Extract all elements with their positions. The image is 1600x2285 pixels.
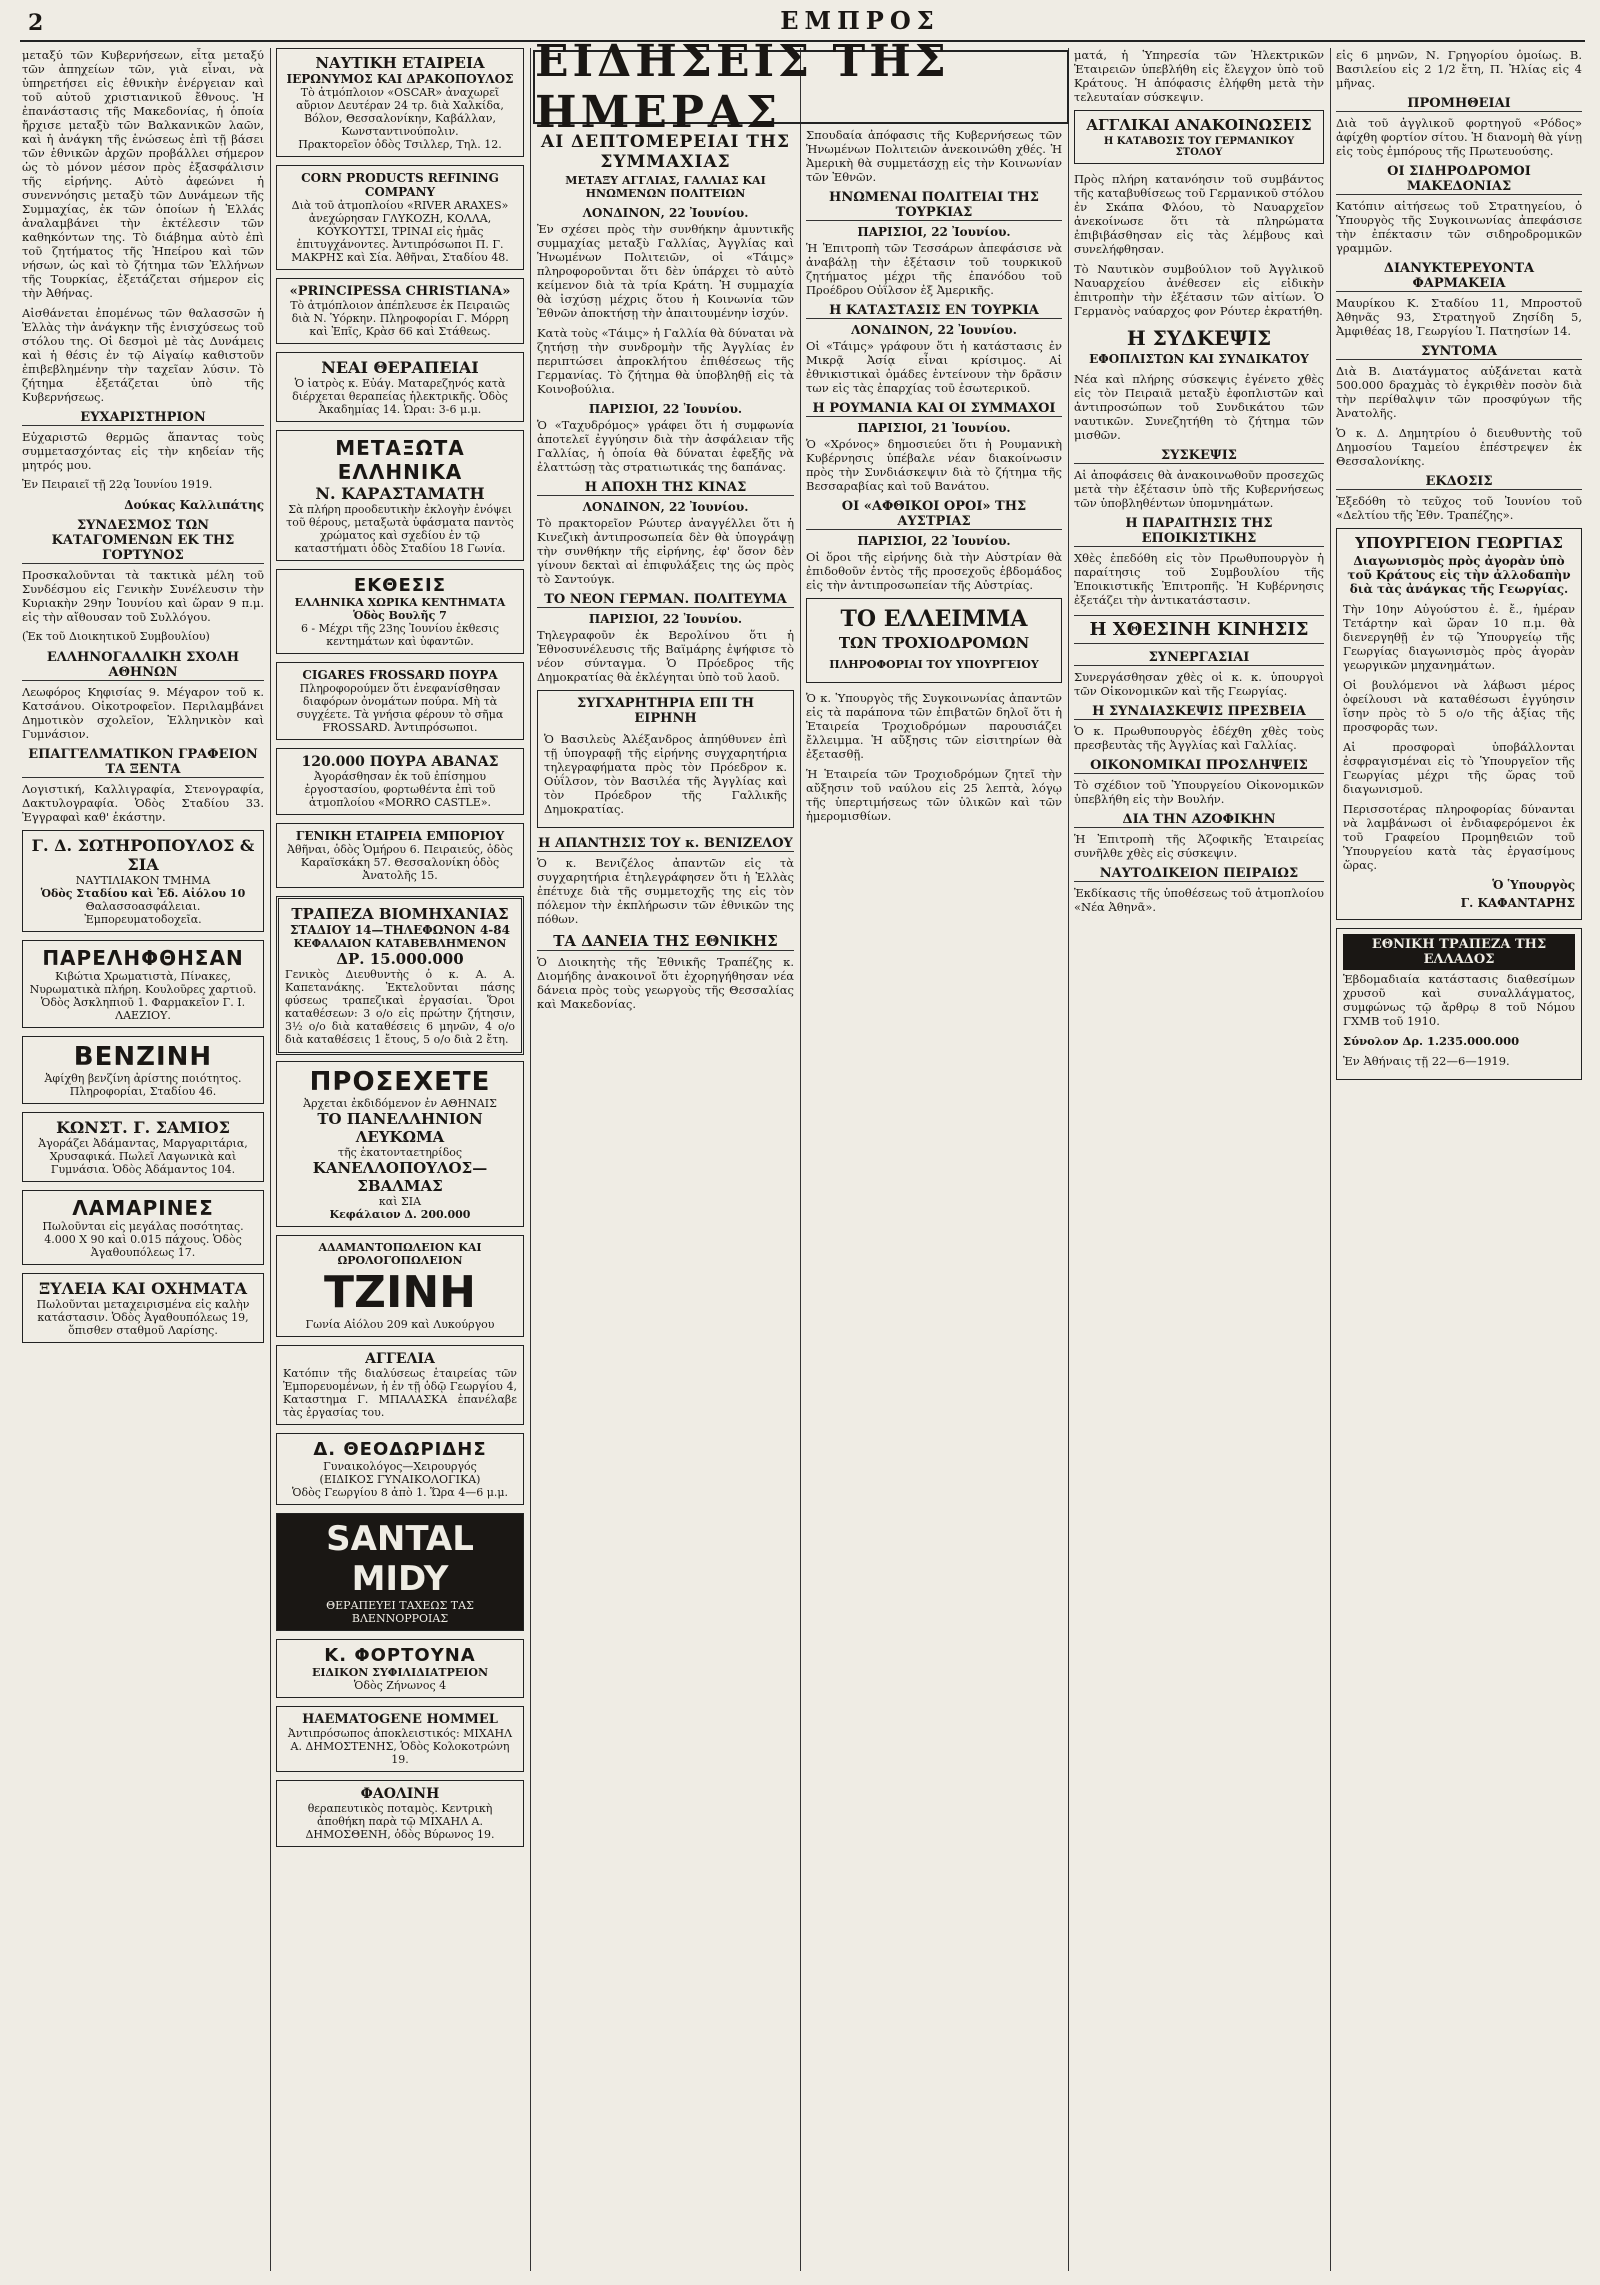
dateline: ΛΟΝΔΙΝΟΝ, 22 Ἰουνίου. [582,206,749,220]
section-heading: Η ΑΠΟΧΗ ΤΗΣ ΚΙΝΑΣ [537,480,794,496]
ad-title: ΒΕΝΖΙΝΗ [73,1042,213,1072]
article-text: Μαυρίκου Κ. Σταδίου 11, Μπροστοῦ Ἀθηνᾶς 93, Στρατηγοῦ Ζησίδη 5, Ἀμφιθέας 18, Γεωργίου Ἰ. Πατησίων 14. [1336,296,1582,338]
subheadline: ΜΕΤΑΞΥ ΑΓΓΛΙΑΣ, ΓΑΛΛΙΑΣ ΚΑΙ ΗΝΩΜΕΝΩΝ ΠΟΛΙΤΕΙΩΝ [565,174,766,200]
section-heading: ΤΑ ΔΑΝΕΙΑ ΤΗΣ ΕΘΝΙΚΗΣ [537,932,794,951]
ad-lamarines [22,1190,264,1265]
headline: ΑΙ ΔΕΠΤΟΜΕΡΕΙΑΙ ΤΗΣ ΣΥΜΜΑΧΙΑΣ [541,132,790,172]
article-text: Διὰ Β. Διατάγματος αὐξάνεται κατὰ 500.000 δραχμὰς τὸ ἐγκριθὲν ποσὸν διὰ τὴν περίθαλψιν τῶν προσφύγων τῆς Ἀνατολῆς. [1336,364,1582,420]
news-banner [533,36,1069,138]
ad-text: Διὰ τοῦ ἀτμοπλοίου «RIVER ARAXES» ἀνεχώρησαν ΓΛΥΚΟΖΗ, ΚΟΛΛΑ, ΚΟΥΚΟΥΤΣΙ, ΤΡΙΝΑΙ εἰς ἡμᾶς ἐπιτυγχάνοντες. Ἀντιπρόσωποι Π. Γ. ΜΑΚΡΗΣ καὶ Σία. Ἀθῆναι, Σταδίου 48. [291,199,509,264]
dateline: ΠΑΡΙΣΙΟΙ, 22 Ἰουνίου. [588,612,743,626]
article-text: Τὸ Ναυτικὸν συμβούλιον τοῦ Ἀγγλικοῦ Ναυαρχείου ἀνέθεσεν εἰς εἰδικὴν ἐπιτροπὴν τὴν ἐξέτασιν τῶν αἰτίων. Ὁ Γερμανὸς ναύαρχος φον Ρόυτερ ἐκρατήθη. [1074,262,1324,318]
article-text: Τὸ πρακτορεῖον Ρώυτερ ἀναγγέλλει ὅτι ἡ Κινεζικὴ ἀντιπροσωπεία δὲν θὰ ὑπογράψῃ τὴν συνθήκην τῆς εἰρήνης, ἐφ' ὅσον δὲν γίνουν δεκταὶ αἱ ἐπιφυλάξεις της ὡς πρὸς τὸ Σαντούγκ. [537,516,794,586]
ad-aggelia [276,1345,524,1425]
ad-title: ΚΩΝΣΤ. Γ. ΣΑΜΙΟΣ [56,1118,230,1137]
ad-pareleiphthesan [22,940,264,1028]
ad-text: Τὸ ἀτμόπλοιον ἀπέπλευσε ἐκ Πειραιῶς διὰ Ν. Ὑόρκην. Πληροφορίαι Γ. Μόρρη καὶ Ἐπῖς, Κρὰσ 66 καὶ Στάθεως. [290,299,510,338]
ad-corn [276,165,524,270]
ad-title: ΕΚΘΕΣΙΣ [353,575,447,596]
dateline: ΛΟΝΔΙΝΟΝ, 22 Ἰουνίου. [582,500,749,514]
ad-phaolini [276,1780,524,1847]
column-1 [22,48,264,2271]
page-number: 2 [28,10,44,36]
ad-theodoridis [276,1433,524,1505]
ad-address: Γωνία Αἰόλου 209 καὶ Λυκούργου [305,1318,495,1331]
article-text: μεταξύ τῶν Κυβερνήσεων, εἶτα μεταξύ τῶν ἀπηχείων τῶν, γιὰ εἶναι, νὰ ὑπηρετήσει εἰς ἐθνικὴν ἐνέργειαν καὶ τοῦ αὐτοῦ χριστιανικοῦ ἔθνους. Ἡ ἐπανάστασις τῆς Μακεδονίας, ἡ ὁποία ἤρχισε μεταξὺ τῶν Βαλκανικῶν λαῶν, καὶ ἡ ἀνάγκη τῆς ἑνώσεως ἐπὶ τῇ βάσει τῶν ἐθνικῶν ἀρχῶν προβάλλει σήμερον ὡς τὸ μόνον μέσον πρὸς ἐξασφάλισιν τῆς εἰρήνης. Αὐτὸ ἀφεώνει ἡ συνεννόησις μεταξὺ τῶν Δυνάμεων τῆς Συμμαχίας, ἐκ τῶν ὁποίων ἡ Ἑλλάς ἀναλαμβάνει τὴν ἐκτέλεσιν τῶν καθηκόντων της. Τὸ διάβημα αὐτὸ ἐπὶ τοῦ ζητήματος τῆς Ἠπείρου καὶ τῶν νήσων, ὡς καὶ τὸ ζήτημα τῶν Ἑλλήνων τῆς Τουρκίας, ἐξετάζεται σήμερον εἰς τὴν Ἀθήνας. [22,48,264,300]
list-item-text: Ὁ κ. Πρωθυπουργὸς ἐδέχθη χθὲς τοὺς πρεσβευτὰς τῆς Ἀγγλίας καὶ Γαλλίας. [1074,724,1324,752]
list-item-text: Συνεργάσθησαν χθὲς οἱ κ. κ. ὑπουργοὶ τῶν Οἰκονομικῶν καὶ τῆς Γεωργίας. [1074,670,1324,698]
ad-title: HAEMATOGENE HOMMEL [302,1712,498,1727]
ad-capital: Κεφάλαιον Δ. 200.000 [329,1208,471,1221]
ad-text: Ἀγοράσθησαν ἐκ τοῦ ἐπίσημου ἐργοστασίου, φορτωθέντα ἐπὶ τοῦ ἀτμοπλοίου «MORRO CASTLE». [304,770,496,809]
section-heading: Η ΑΠΑΝΤΗΣΙΣ ΤΟΥ κ. ΒΕΝΙΖΕΛΟΥ [538,836,793,851]
notice-signature-title: Ὁ Ὑπουργὸς [1492,878,1575,892]
ad-title: SANTAL MIDY [326,1519,474,1599]
column-5 [1074,48,1324,2271]
article-text: Οἱ «Τάιμς» γράφουν ὅτι ἡ κατάστασις ἐν Μικρᾷ Ἀσίᾳ εἶναι κρίσιμος. Αἱ ἐθνικιστικαὶ ὁμάδες ἐντείνουν τὴν δρᾶσιν των εἰς τὰς ἐπαρχίας τοῦ ἐσωτερικοῦ. [806,339,1062,395]
ad-sub: Γυναικολόγος—Χειρουργός [323,1460,477,1473]
aggliki-box [1074,110,1324,164]
ad-contact: Πρακτορεῖον ὁδὸς Τσιλλερ, Τηλ. 12. [298,138,502,151]
ad-text: Πωλοῦνται εἰς μεγάλας ποσότητας. 4.000 Χ 90 καὶ 0.015 πάχους. Ὁδὸς Ἀγαθουπόλεως 17. [42,1220,244,1259]
article-text: Σπουδαία ἀπόφασις τῆς Κυβερνήσεως τῶν Ἡνωμένων Πολιτειῶν ἀνεκοινώθη χθές. Ἡ Ἀμερικὴ θὰ συμμετάσχῃ εἰς τὴν Κοινωνίαν τῶν Ἐθνῶν. [806,128,1062,184]
article-text: Οἱ ὅροι τῆς εἰρήνης διὰ τὴν Αὐστρίαν θὰ ἐπιδοθοῦν ἐντὸς τῆς προσεχοῦς ἑβδομάδος εἰς τὴν ἀντιπροσωπείαν τῆς Αὐστρίας. [806,550,1062,592]
section-heading: Η ΚΑΤΑΣΤΑΣΙΣ ΕΝ ΤΟΥΡΚΙΑ [806,303,1062,319]
article-text: Αἰσθάνεται ἐπομένως τῶν θαλασσῶν ἡ Ἑλλὰς τὴν ἀνάγκην τῆς ἐνισχύσεως τοῦ στόλου της. Οἱ δεσμοὶ μὲ τὰς Δυνάμεις καὶ ἡ θέσις ἐν τῷ Αἰγαίῳ καθιστοῦν ἐπιβεβλημένην τὴν ταχεῖαν λύσιν. Τὸ ζήτημα ἐξετάζεται ὑπὸ τῆς Κυβερνήσεως. [22,306,264,404]
ad-title: 120.000 ΠΟΥΡΑ ΑΒΑΝΑΣ [301,754,499,770]
article-text: Ὁ Βασιλεὺς Ἀλέξανδρος ἀπηύθυνεν ἐπὶ τῇ ὑπογραφῇ τῆς εἰρήνης συγχαρητήρια τηλεγραφήματα πρὸς τὸν Πρόεδρον κ. Οὐΐλσον, τὸν Βασιλέα τῆς Ἀγγλίας καὶ τὸν Πρόεδρον τῆς Γαλλικῆς Δημοκρατίας. [544,732,787,816]
notice-text: Αἱ προσφοραὶ ὑποβάλλονται ἐσφραγισμέναι εἰς τὸ Ὑπουργεῖον τῆς Γεωργίας μέχρι τῆς ὥρας τοῦ διαγωνισμοῦ. [1343,740,1575,796]
article-text: Κατόπιν αἰτήσεως τοῦ Στρατηγείου, ὁ Ὑπουργὸς τῆς Συγκοινωνίας ἀπεφάσισε τὴν ἐπέκτασιν τῶν σιδηροδρομικῶν γραμμῶν. [1336,199,1582,255]
eucharisterion-signature: Δούκας Καλλιπάτης [124,498,264,512]
ad-text: Κιβώτια Χρωματιστὰ, Πίνακες, Νυρωματικὰ πλήρη. Κουλοῦρες χαρτιοῦ. Ὁδὸς Ἀσκληπιοῦ 1. Φαρμακεῖον Γ. Ι. ΛΑΕΖΙΟΥ. [29,970,257,1022]
ad-title: ΝΑΥΤΙΚΗ ΕΤΑΙΡΕΙΑ [315,54,485,72]
ad-title: Κ. ΦΟΡΤΟΥΝΑ [324,1645,476,1666]
ad-text: Πωλοῦνται μεταχειρισμένα εἰς καλὴν κατάστασιν. Ὁδὸς Ἀγαθουπόλεως 19, ὅπισθεν σταθμοῦ Λαρίσης. [36,1298,250,1337]
list-item-text: Ἡ Ἐπιτροπὴ τῆς Ἀζοφικῆς Ἑταιρείας συνῆλθε χθὲς εἰς σύσκεψιν. [1074,832,1324,860]
ad-title: ΞΥΛΕΙΑ ΚΑΙ ΟΧΗΜΑΤΑ [38,1279,248,1298]
article-text: Ὁ κ. Δ. Δημητρίου ὁ διευθυντὴς τοῦ Δημοσίου Ταμείου ἐπέστρεψεν ἐκ Θεσσαλονίκης. [1336,426,1582,468]
article-text: Νέα καὶ πλήρης σύσκεψις ἐγένετο χθὲς εἰς τὸν Πειραιᾶ μεταξὺ ἐφοπλιστῶν καὶ ἀντιπροσώπων τοῦ Συνδικάτου τῶν ναυτικῶν. Συνεζητήθη τὸ ζήτημα τῶν μισθῶν. [1074,372,1324,442]
syndesmos-source: (Ἐκ τοῦ Διοικητικοῦ Συμβουλίου) [22,630,210,643]
ad-title: ΤΡΑΠΕΖΑ ΒΙΟΜΗΧΑΝΙΑΣ [291,905,509,923]
list-item-heading: ΣΥΝΕΡΓΑΣΙΑΙ [1074,650,1324,666]
ad-samios [22,1112,264,1182]
dateline: ΛΟΝΔΙΝΟΝ, 22 Ἰουνίου. [851,323,1017,337]
article-text: Ἡ Ἐπιτροπὴ τῶν Τεσσάρων ἀπεφάσισε νὰ ἀναβάλῃ τὴν ἐξέτασιν τοῦ τουρκικοῦ ζητήματος μέχρι τῆς ἐπανόδου τοῦ Προέδρου Οὐΐλσον ἐξ Ἀμερικῆς. [806,241,1062,297]
article-text: Ἐν σχέσει πρὸς τὴν συνθήκην ἀμυντικῆς συμμαχίας μεταξὺ Γαλλίας, Ἀγγλίας καὶ Ἡνωμένων Πολιτειῶν, οἱ «Τάιμς» πληροφοροῦνται ὅτι δὲν ὑπάρχει τὸ αὐτὸ κείμενον διὰ τὰ τρία Κράτη. Ἡ συμμαχία θὰ ἰσχύσῃ μέχρις ὅτου ἡ Κοινωνία τῶν Ἐθνῶν ἀποκτήσῃ τὴν ἀπαιτουμένην ἰσχύν. [537,222,794,320]
dateline: ΠΑΡΙΣΙΟΙ, 22 Ἰουνίου. [588,402,743,416]
eucharisterion-date: Ἐν Πειραιεῖ τῇ 22ᾳ Ἰουνίου 1919. [22,478,213,491]
article-text: ματά, ἡ Ὑπηρεσία τῶν Ἠλεκτρικῶν Ἑταιρειῶν ὑπεβλήθη εἰς ἔλεγχον ὑπὸ τοῦ Κράτους. Ἡ ἀπόφασις ἐλήφθη μετὰ τὴν τελευταίαν σύσκεψιν. [1074,48,1324,104]
ad-subtitle: Ν. ΚΑΡΑΣΤΑΜΑΤΗ [315,484,485,503]
dateline: ΠΑΡΙΣΙΟΙ, 21 Ἰουνίου. [857,421,1011,435]
ministry-notice [1336,528,1582,920]
article-text: Ὁ κ. Βενιζέλος ἀπαντῶν εἰς τὰ συγχαρητήρια ἐτηλεγράφησεν ὅτι ἡ Ἑλλὰς ἐπέτυχε διὰ τῆς συμμετοχῆς της εἰς τὸν πόλεμον τὴν ἐκπλήρωσιν τῶν ἐθνικῶν της πόθων. [537,856,794,926]
ad-title: ΑΔΑΜΑΝΤΟΠΩΛΕΙΟΝ ΚΑΙ ΩΡΟΛΟΓΟΠΩΛΕΙΟΝ [318,1241,482,1267]
section-heading: ΠΡΟΜΗΘΕΙΑΙ [1336,96,1582,112]
notice-subheading: Διαγωνισμὸς πρὸς ἀγορὰν ὑπὸ τοῦ Κράτους εἰς τὴν ἀλλοδαπὴν διὰ τὰς ἀνάγκας τῆς Γεωργίας. [1347,554,1571,596]
section-heading: Η ΧΘΕΣΙΝΗ ΚΙΝΗΣΙΣ [1074,615,1324,644]
ad-sub: Ἀρχεται ἐκδιδόμενον ἐν ΑΘΗΝΑΙΣ [303,1097,497,1110]
ad-title: Γ. Δ. ΣΩΤΗΡΟΠΟΥΛΟΣ & ΣΙΑ [31,836,255,874]
section-heading: ΕΚΔΟΣΙΣ [1336,474,1582,490]
list-item-heading: Η ΣΥΝΔΙΑΣΚΕΨΙΣ ΠΡΕΣΒΕΙΑ [1074,704,1324,720]
ad-sub-2: (ΕΙΔΙΚΟΣ ΓΥΝΑΙΚΟΛΟΓΙΚΑ) [319,1473,481,1486]
article-text: Ὁ Διοικητὴς τῆς Ἐθνικῆς Τραπέζης κ. Διομήδης ἀνακοινοῖ ὅτι ἐχορηγήθησαν νέα δάνεια πρὸς τοὺς γεωργοὺς τῆς Θεσσαλίας καὶ Μακεδονίας. [537,955,794,1011]
ad-capital-label: ΚΕΦΑΛΑΙΟΝ ΚΑΤΑΒΕΒΛΗΜΕΝΟΝ [293,937,507,950]
ad-text: Θαλασσοασφάλειαι. Ἐμπορευματοδοχεῖα. [84,900,202,926]
ad-address: Ὁδὸς Γεωργίου 8 ἀπὸ 1. Ὥρα 4—6 μ.μ. [292,1486,508,1499]
section-heading: ΟΙ ΣΙΔΗΡΟΔΡΟΜΟΙ ΜΑΚΕΔΟΝΙΑΣ [1336,164,1582,195]
ad-text: Ὁ ἰατρὸς κ. Εὐάγ. Ματαρεζηνός κατὰ διέρχεται θεραπείας ἠλεκτρικῆς. Ὁδὸς Ἀκαδημίας 14. Ὡραι: 3-6 μ.μ. [292,377,508,416]
box-subheading: ΠΛΗΡΟΦΟΡΙΑΙ ΤΟΥ ΥΠΟΥΡΓΕΙΟΥ [829,658,1039,671]
ad-subtitle: ΕΛΛΗΝΙΚΑ ΧΩΡΙΚΑ ΚΕΝΤΗΜΑΤΑ [294,596,506,609]
article-text: Αἱ ἀποφάσεις θὰ ἀνακοινωθοῦν προσεχῶς μετὰ τὴν ἐξέτασιν ὑπὸ τῆς Κυβερνήσεως τῶν ὑποβληθέντων ὑπομνημάτων. [1074,468,1324,510]
ad-text: Γενικὸς Διευθυντὴς ὁ κ. Α. Α. Καπετανάκης. Ἐκτελοῦνται πάσης φύσεως τραπεζικαὶ ἐργασίαι. Ὅροι καταθέσεων: 3 ο/ο εἰς πρώτην ζήτησιν, 3½ ο/ο διὰ καταθέσεις 6 μηνῶν, 4 ο/ο διὰ καταθέσεις 1 ἔτους, 5 ο/ο διὰ 2 ἔτη. [285,968,515,1046]
list-item-text: Ἐκδίκασις τῆς ὑποθέσεως τοῦ ἀτμοπλοίου «Νέα Ἀθηνᾶ». [1074,886,1324,914]
elleimma-box [806,598,1062,683]
ad-sotiropoulos [22,830,264,932]
section-heading: Η ΣΥΔΚΕΨΙΣ [1126,326,1272,350]
article-text: Τηλεγραφοῦν ἐκ Βερολίνου ὅτι ἡ Ἐθνοσυνέλευσις τῆς Βαϊμάρης ἐψήφισε τὸ νέον σύνταγμα. Ὁ Πρόεδρος τῆς Δημοκρατίας θὰ ἐκλέγηται ὑπὸ τοῦ λαοῦ. [537,628,794,684]
ad-geniki [276,823,524,888]
grafeion-heading: ΕΠΑΓΓΕΛΜΑΤΙΚΟΝ ΓΡΑΦΕΙΟΝ ΤΑ ΞΕΝΤΑ [22,747,264,778]
notice-text: Περισσοτέρας πληροφορίας δύνανται νὰ λαμβάνωσι οἱ ἐνδιαφερόμενοι ἐκ τοῦ Γραφείου Προμηθειῶν τοῦ Ὑπουργείου κατὰ τὰς ἐργασίμους ὥρας. [1343,802,1575,872]
ad-title: ΠΡΟΣΕΧΕΤΕ [309,1067,491,1097]
ad-santal [276,1513,524,1631]
ad-text: Ἀγοράζει Ἀδάμαντας, Μαργαριτάρια, Χρυσαφικά. Πωλεῖ Λαγωνικὰ καὶ Γυμνάσια. Ὁδὸς Ἀδάμαντος 104. [38,1137,248,1176]
ad-trapeza [276,896,524,1055]
scholi-text: Λεωφόρος Κηφισίας 9. Μέγαρον τοῦ κ. Κατσάνου. Οἰκοτροφεῖον. Περιλαμβάνει Δημοτικὸν σχολεῖον, Ἑλληνικὸν καὶ Γυμνάσιον. [22,685,264,741]
ad-text: Σὰ πλήρη προοδευτικὴν ἐκλογὴν ἐνόψει τοῦ θέρους, μεταξωτὰ ὑφάσματα παντὸς χρώματος καὶ σχεδίου ἐν τῷ καταστήματι ὁδὸς Σταδίου 18 Γωνία. [286,503,514,555]
column-divider [1068,48,1069,2271]
section-heading: ΟΙ «ΑΦΘΙΚΟΙ ΟΡΟΙ» ΤΗΣ ΑΥΣΤΡΙΑΣ [806,499,1062,530]
ad-subtitle: ΣΤΑΔΙΟΥ 14—ΤΗΛΕΦΩΝΟΝ 4-84 [289,923,510,937]
ad-name: ΤΟ ΠΑΝΕΛΛΗΝΙΟΝ ΛΕΥΚΩΜΑ [317,1110,483,1146]
bank-amount: Σύνολον Δρ. 1.235.000.000 [1343,1034,1520,1048]
bank-heading: ΕΘΝΙΚΗ ΤΡΑΠΕΖΑ ΤΗΣ ΕΛΛΑΔΟΣ [1343,934,1575,970]
syndesmos-heading: ΣΥΝΔΕΣΜΟΣ ΤΩΝ ΚΑΤΑΓΟΜΕΝΩΝ ΕΚ ΤΗΣ ΓΟΡΤΥΝΟΣ [22,518,264,564]
ad-capital-amount: ΔΡ. 15.000.000 [336,950,464,968]
ad-xylea [22,1273,264,1343]
grafeion-text: Λογιστική, Καλλιγραφία, Στενογραφία, Δακτυλογραφία. Ὁδὸς Σταδίου 33. Ἐγγραφαὶ καθ' ἑκάστην. [22,782,264,824]
ad-title: «PRINCIPESSA CHRISTIANA» [289,284,511,299]
ad-naval [276,48,524,157]
ad-nei [276,352,524,422]
box-subheading: Η ΚΑΤΑΒΟΣΙΣ ΤΟΥ ΓΕΡΜΑΝΙΚΟΥ ΣΤΟΛΟΥ [1103,136,1295,158]
column-2 [276,48,524,2271]
ad-prosexete [276,1061,524,1227]
ad-text: Κατόπιν τῆς διαλύσεως ἑταιρείας τῶν Ἐμπορευομένων, ἡ ἐν τῇ ὁδῷ Γεωργίου 4, Καταστημα Γ. ΜΠΑΛΑΣΚΑ ἐπανέλαβε τὰς ἐργασίας του. [283,1367,517,1419]
article-text: Ὁ «Ταχυδρόμος» γράφει ὅτι ἡ συμφωνία ἀποτελεῖ ἐγγύησιν διὰ τὴν ἀσφάλειαν τῆς Γαλλίας, ἡ ὁποία θὰ δύναται ἐφεξῆς νὰ ἐλαττώσῃ τὰς στρατιωτικάς της δαπάνας. [537,418,794,474]
bank-text: Ἑβδομαδιαία κατάστασις διαθεσίμων χρυσοῦ καὶ συναλλάγματος, συμφώνως τῷ ἄρθρῳ 8 τοῦ Νόμου ΓΧΜΒ τοῦ 1910. [1343,972,1575,1028]
ad-silk [276,430,524,561]
column-4 [806,128,1062,2271]
column-divider [800,48,801,2271]
list-item-heading: ΔΙΑ ΤΗΝ ΑΖΟΦΙΚΗΝ [1074,812,1324,828]
dateline: ΠΑΡΙΣΙΟΙ, 22 Ἰουνίου. [857,225,1011,239]
ad-subtitle: ΙΕΡΩΝΥΜΟΣ ΚΑΙ ΔΡΑΚΟΠΟΥΛΟΣ [286,72,514,86]
ad-fortouna [276,1639,524,1698]
article-text: Χθὲς ἐπεδόθη εἰς τὸν Πρωθυπουργὸν ἡ παραίτησις τοῦ Συμβουλίου τῆς Ἐποικιστικῆς Ἐπιτροπῆς. Ἡ Κυβέρνησις ἐξετάζει τὴν ἀντικατάστασιν. [1074,551,1324,607]
ad-venzini [22,1036,264,1104]
section-heading: Η ΠΑΡΑΙΤΗΣΙΣ ΤΗΣ ΕΠΟΙΚΙΣΤΙΚΗΣ [1074,516,1324,547]
ad-title: Δ. ΘΕΟΔΩΡΙΔΗΣ [313,1439,487,1460]
notice-signature-name: Γ. ΚΑΦΑΝΤΑΡΗΣ [1460,896,1575,910]
bank-date: Ἐν Ἀθήναις τῇ 22—6—1919. [1343,1054,1510,1068]
ad-title: CIGARES FROSSARD ΠΟΥΡΑ [302,668,498,682]
section-heading: ΣΥΣΚΕΨΙΣ [1074,448,1324,464]
article-text: εἰς 6 μηνῶν, Ν. Γρηγορίου ὁμοίως. Β. Βασιλείου εἰς 2 1/2 ἔτη, Π. Ἠλίας εἰς 4 μῆνας. [1336,48,1582,90]
ad-title: ΓΕΝΙΚΗ ΕΤΑΙΡΕΙΑ ΕΜΠΟΡΙΟΥ [295,829,505,843]
dateline: ΠΑΡΙΣΙΟΙ, 22 Ἰουνίου. [857,534,1011,548]
ad-text: Ἀφίχθη βενζίνη ἀρίστης ποιότητος. Πληροφορίαι, Σταδίου 46. [44,1072,242,1098]
column-divider [530,48,531,2271]
box-heading: ΑΓΓΛΙΚΑΙ ΑΝΑΚΟΙΝΩΣΕΙΣ [1086,116,1312,134]
ad-title: ΦΑΟΛΙΝΗ [360,1786,440,1802]
sygxaritiria-box [537,690,794,828]
ad-text: Πληροφορούμεν ὅτι ἐνεφανίσθησαν διαφόρων ὀνομάτων πούρα. Μὴ τὰ συγχέετε. Τὰ γνήσια φέρουν τὸ σῆμα FROSSARD. Ἀντιπρόσωποι. [296,682,504,734]
column-3 [537,128,794,2271]
ad-firm-2: καὶ ΣΙΑ [378,1195,422,1208]
ad-ekthesis [276,569,524,654]
ad-subtitle: ΝΑΥΤΙΛΙΑΚΟΝ ΤΜΗΜΑ [75,874,211,887]
ad-firm: ΚΑΝΕΛΛΟΠΟΥΛΟΣ—ΣΒΑΛΜΑΣ [312,1159,488,1195]
bank-notice [1336,928,1582,1080]
section-heading: ΗΝΩΜΕΝΑΙ ΠΟΛΙΤΕΙΑΙ ΤΗΣ ΤΟΥΡΚΙΑΣ [806,190,1062,221]
ad-title: ΝΕΑΙ ΘΕΡΑΠΕΙΑΙ [321,358,479,377]
scholi-heading: ΕΛΛΗΝΟΓΑΛΛΙΚΗ ΣΧΟΛΗ ΑΘΗΝΩΝ [22,650,264,681]
article-text: Ἐξεδόθη τὸ τεῦχος τοῦ Ἰουνίου τοῦ «Δελτίου τῆς Ἐθν. Τραπέζης». [1336,494,1582,522]
article-text: Κατὰ τοὺς «Τάιμς» ἡ Γαλλία θὰ δύναται νὰ ζητήσῃ τὴν συνδρομὴν τῆς Ἀγγλίας ἐν περιπτώσει ἀπροκλήτου ἐπιθέσεως τῆς Γερμανίας. Τὸ ζήτημα θὰ ὑποβληθῇ εἰς τὰ Κοινοβούλια. [537,326,794,396]
ad-title: CORN PRODUCTS REFINING COMPANY [301,171,499,199]
section-heading: ΔΙΑΝΥΚΤΕΡΕΥΟΝΤΑ ΦΑΡΜΑΚΕΙΑ [1336,261,1582,292]
ad-address: Ὁδὸς Ζήνωνος 4 [353,1679,447,1692]
ad-haematogene [276,1706,524,1772]
section-heading: ΣΥΝΤΟΜΑ [1336,344,1582,360]
ad-text: Τὸ ἀτμόπλοιον «OSCAR» ἀναχωρεῖ αὔριον Δευτέραν 24 τρ. διὰ Χαλκίδα, Βόλον, Θεσσαλονίκην, Καβάλλαν, Κωνσταντινούπολιν. [296,86,504,138]
ad-text: θεραπευτικὸς ποταμὸς. Κεντρικὴ ἀποθήκη παρὰ τῷ ΜΙΧΑΗΛ Α. ΔΗΜΟΣΘΕΝΗ, ὁδὸς Βύρωνος 19. [305,1802,495,1841]
ad-note: ΘΕΡΑΠΕΥΕΙ ΤΑΧΕΩΣ ΤΑΣ ΒΛΕΝΝΟΡΡΟΙΑΣ [326,1599,474,1625]
article-text: Ὁ «Χρόνος» δημοσιεύει ὅτι ἡ Ρουμανικὴ Κυβέρνησις ὑπέβαλε νέαν διακοίνωσιν πρὸς τὴν Συνδιάσκεψιν διὰ τὸ ζήτημα τῆς Βεσσαραβίας καὶ τοῦ Βανάτου. [806,437,1062,493]
article-text: Πρὸς πλήρη κατανόησιν τοῦ συμβάντος τῆς καταβυθίσεως τοῦ Γερμανικοῦ στόλου ἐν Σκάπα Φλόου, τὸ Ναυαρχεῖον ἀνεκοίνωσε ὅτι τὰ πληρώματα ἐπιβιβάσθησαν εἰς τὰς λέμβους καὶ συνελήφθησαν. [1074,172,1324,256]
article-text: Ὁ κ. Ὑπουργὸς τῆς Συγκοινωνίας ἀπαντῶν εἰς τὰ παράπονα τῶν ἐπιβατῶν δηλοῖ ὅτι ἡ Ἑταιρεία Τροχιοδρόμων παρουσιάζει ἔλλειμμα. Ἡ αὔξησις τῶν εἰσιτηρίων θὰ ἐξετασθῇ. [806,691,1062,761]
ad-sub: ΕΙΔΙΚΟΝ ΣΥΦΙΛΙΔΙΑΤΡΕΙΟΝ [311,1666,489,1679]
ad-principessa [276,278,524,344]
list-item-heading: ΝΑΥΤΟΔΙΚΕΙΟΝ ΠΕΙΡΑΙΩΣ [1074,866,1324,882]
column-divider [270,48,271,2271]
ad-havana [276,748,524,815]
ad-text: Ἀντιπρόσωπος ἀποκλειστικός: ΜΙΧΑΗΛ Α. ΔΗΜΟΣΤΕΝΗΣ, Ὁδὸς Κολοκοτρώνη 19. [287,1727,513,1766]
ad-title: ΜΕΤΑΞΩΤΑ ΕΛΛΗΝΙΚΑ [335,436,465,484]
ad-desc: τῆς ἑκατονταετηρίδος [337,1146,462,1159]
notice-text: Οἱ βουλόμενοι νὰ λάβωσι μέρος ὀφείλουσι νὰ καταθέσωσι ἐγγύησιν ἴσην πρὸς τὸ 5 ο/ο τῆς ἀξίας τῆς προσφορᾶς των. [1343,678,1575,734]
box-heading-2: ΤΩΝ ΤΡΟΧΙΟΔΡΟΜΩΝ [838,634,1030,652]
ad-name: ΤΖΙΝΗ [324,1267,476,1318]
ad-text: Ἀθῆναι, ὁδὸς Ὁμήρου 6. Πειραιεύς, ὁδὸς Καραϊσκάκη 57. Θεσσαλονίκη ὁδὸς Ἀνατολῆς 15. [287,843,513,882]
box-heading: ΣΥΓΧΑΡΗΤΗΡΙΑ ΕΠΙ ΤΗ ΕΙΡΗΝΗ [576,696,755,726]
eucharisterion-heading: ΕΥΧΑΡΙΣΤΗΡΙΟΝ [22,410,264,426]
news-banner-title: ΕΙΔΗΣΕΙΣ ΤΗΣ ΗΜΕΡΑΣ [535,36,950,138]
column-divider [1330,48,1331,2271]
ad-title: ΛΑΜΑΡΙΝΕΣ [72,1196,214,1220]
masthead: ΕΜΠΡΟΣ [780,6,940,35]
ad-address: Ὁδὸς Βουλῆς 7 [353,609,447,622]
ad-text: 6 - Μέχρι τῆς 23ης Ἰουνίου ἐκθεσις κεντημάτων καὶ ὑφαντῶν. [300,622,500,648]
ad-title: ΠΑΡΕΛΗΦΘΗΣΑΝ [42,946,244,970]
section-heading: Η ΡΟΥΜΑΝΙΑ ΚΑΙ ΟΙ ΣΥΜΜΑΧΟΙ [806,401,1062,417]
ad-tzini [276,1235,524,1337]
section-heading: ΤΟ ΝΕΟΝ ΓΕΡΜΑΝ. ΠΟΛΙΤΕΥΜΑ [537,592,794,608]
box-heading: ΤΟ ΕΛΛΕΙΜΜΑ [840,606,1028,632]
article-text: Διὰ τοῦ ἀγγλικοῦ φορτηγοῦ «Ρόδος» ἀφίχθη φορτίον σίτου. Ἡ διανομὴ θὰ γίνῃ εἰς τοὺς ἐμπόρους τῆς Πρωτευούσης. [1336,116,1582,158]
section-subheading: ΕΦΟΠΛΙΣΤΩΝ ΚΑΙ ΣΥΝΔΙΚΑΤΟΥ [1089,352,1309,366]
article-text: Ἡ Ἑταιρεία τῶν Τροχιοδρόμων ζητεῖ τὴν αὔξησιν τοῦ ναύλου εἰς 25 λεπτὰ, λόγῳ τῆς ὑπερτιμήσεως τῶν ὑλικῶν καὶ τῶν ἡμερομισθίων. [806,767,1062,823]
ad-address: Ὁδὸς Σταδίου καὶ Ἑδ. Αἰόλου 10 [40,887,246,900]
list-item-text: Τὸ σχέδιον τοῦ Ὑπουργείου Οἰκονομικῶν ὑπεβλήθη εἰς τὴν Βουλήν. [1074,778,1324,806]
list-item-heading: ΟΙΚΟΝΟΜΙΚΑΙ ΠΡΟΣΛΗΨΕΙΣ [1074,758,1324,774]
column-6 [1336,48,1582,2271]
ad-title: ΑΓΓΕΛΙΑ [365,1351,435,1367]
ad-cigars [276,662,524,740]
notice-text: Τὴν 10ην Αὐγούστου ἐ. ἔ., ἡμέραν Τετάρτην καὶ ὥραν 10 π.μ. θὰ διενεργηθῇ ἐν τῷ Ὑπουργείῳ τῆς Γεωργίας διαγωνισμὸς πρὸς ἀγορὰν γεωργικῶν μηχανημάτων. [1343,602,1575,672]
eucharisterion-text: Εὐχαριστῶ θερμῶς ἅπαντας τοὺς συμμετασχόντας εἰς τὴν κηδείαν τῆς μητρός μου. [22,430,264,472]
kinisis-list [1074,650,1324,914]
syndesmos-text: Προσκαλοῦνται τὰ τακτικὰ μέλη τοῦ Συνδέσμου εἰς Γενικὴν Συνέλευσιν τὴν Κυριακὴν 29ην Ἰουνίου καὶ ὥραν 9 π.μ. εἰς τὴν αἴθουσαν τοῦ Συλλόγου. [22,568,264,624]
notice-heading: ΥΠΟΥΡΓΕΙΟΝ ΓΕΩΡΓΙΑΣ [1355,534,1563,552]
